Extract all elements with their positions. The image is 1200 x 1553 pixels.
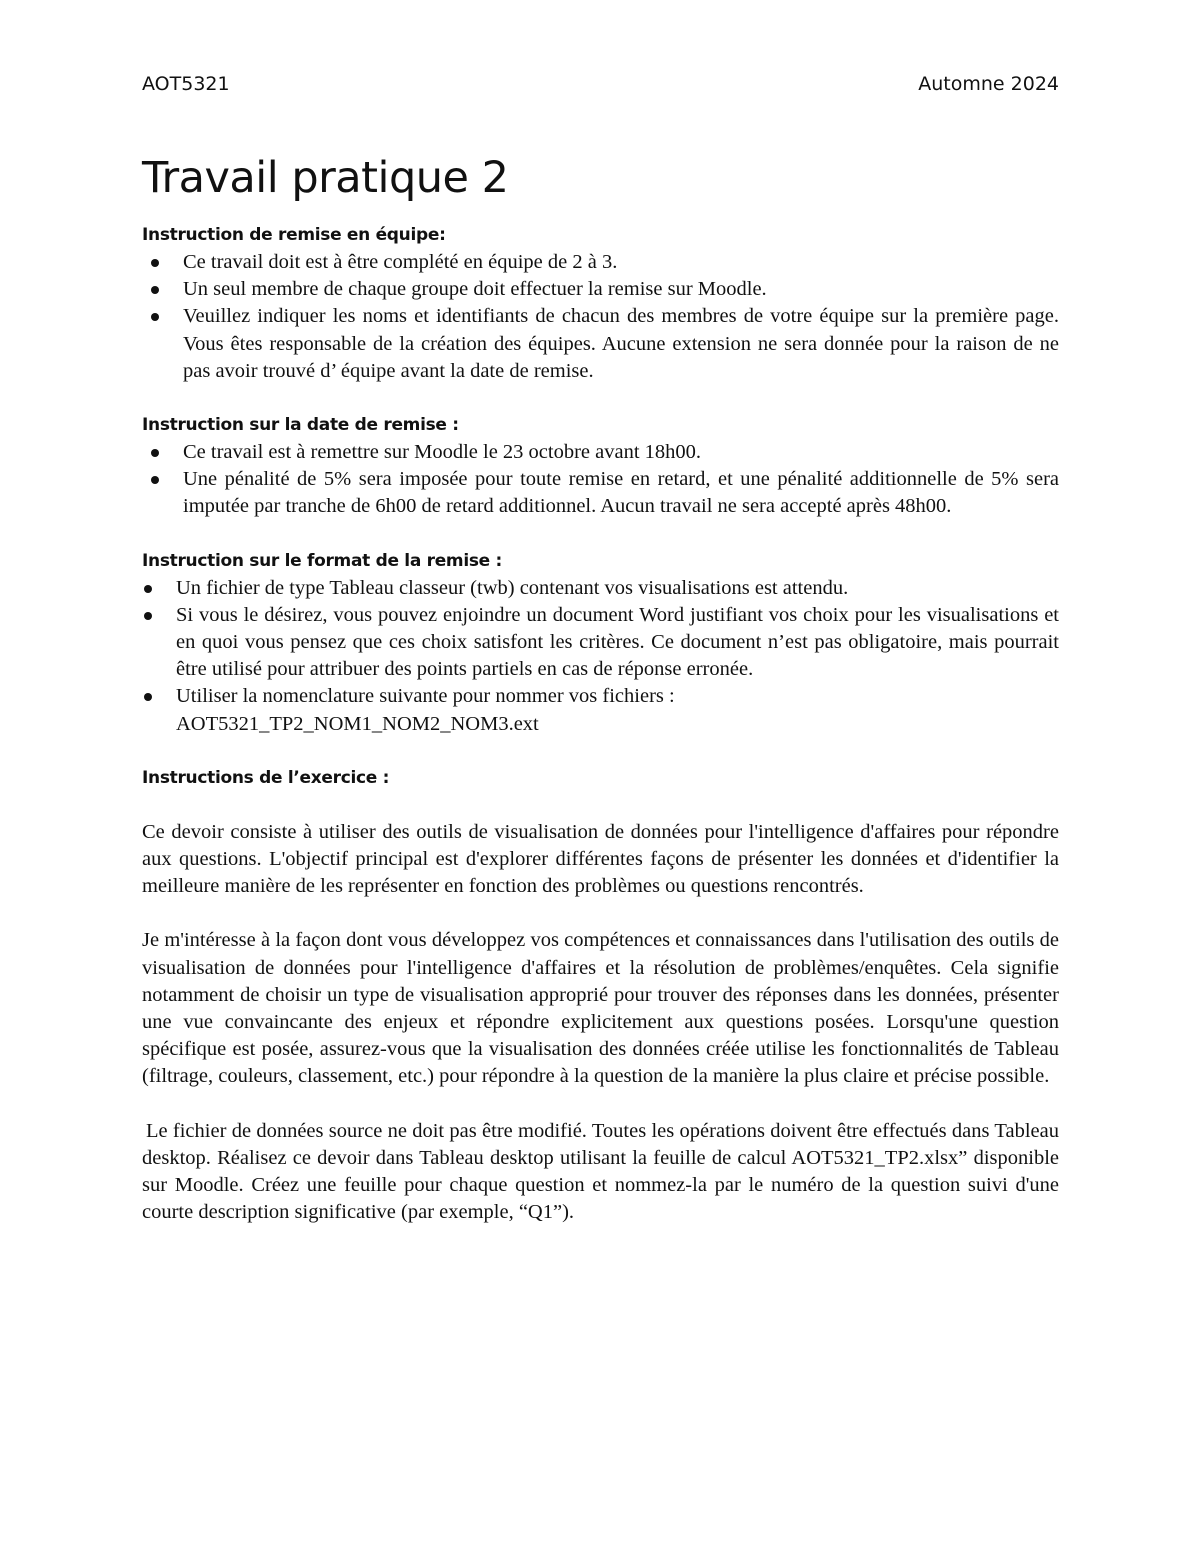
bullet-icon [151,476,159,484]
paragraph: Ce devoir consiste à utiliser des outils de visualisation de données pour l'intelligence d'affaires pour répondre aux questions. L'objectif principal est d'explorer différentes façons de présenter les données et d'identifier la meilleure manière de les représenter en fonction des problèmes ou questions rencontrés. [142,820,1059,898]
list-item [142,683,1059,737]
section-due-date [142,412,1059,521]
list-item-text: Veuillez indiquer les noms et identifiants de chacun des membres de votre équipe sur la première page. Vous êtes responsable de la création des équipes. Aucune extension ne sera donnée pour la raison de ne pas avoir trouvé d’ équipe avant la date de remise. [183,305,1059,382]
course-code: AOT5321 [142,73,230,95]
list-item-text: Une pénalité de 5% sera imposée pour toute remise en retard, et une pénalité additionnelle de 5% sera imputée par tranche de 6h00 de retard additionnel. Aucun travail ne sera accepté après 48h00. [183,468,1059,518]
bullet-icon [144,612,152,620]
bullet-list [142,439,1059,521]
filename-pattern: AOT5321_TP2_NOM1_NOM2_NOM3.ext [176,712,539,735]
section-exercise-instructions [142,765,1059,1227]
document-title: Travail pratique 2 [142,153,509,203]
section-heading: Instruction sur la date de remise : [142,415,459,436]
bullet-icon [151,449,159,457]
section-heading: Instruction de remise en équipe: [142,225,446,245]
section-heading: Instructions de l’exercice : [142,767,390,788]
semester: Automne 2024 [918,73,1059,95]
paragraph: Le fichier de données source ne doit pas être modifié. Toutes les opérations doivent être effectués dans Tableau desktop. Réalisez ce devoir dans Tableau desktop utilisant la feuille de calcul AOT5321_TP2.xlsx” disponible sur Moodle. Créez une feuille pour chaque question et nommez-la par le numéro de la question suivi d'une courte description significative (par exemple, “Q1”). [142,1119,1059,1224]
paragraph: Je m'intéresse à la façon dont vous développez vos compétences et connaissances dans l'utilisation des outils de visualisation de données pour l'intelligence d'affaires et la résolution de problèmes/enquêtes. Cela signifie notamment de choisir un type de visualisation approprié pour trouver des réponses dans les données, présenter une vue convaincante des enjeux et répondre explicitement aux questions posées. Lorsqu'une question spécifique est posée, assurez-vous que la visualisation des données créée utilise les fonctionnalités de Tableau (filtrage, couleurs, classement, etc.) pour répondre à la question de la manière la plus claire et précise possible. [142,929,1059,1088]
bullet-list [142,575,1059,738]
list-item-text: Un seul membre de chaque groupe doit effectuer la remise sur Moodle. [183,278,767,301]
list-item [142,466,1059,520]
bullet-icon [151,286,159,294]
document-page [142,68,1059,1226]
bullet-icon [151,259,159,267]
list-item [142,439,1059,466]
section-submission-format [142,548,1059,738]
bullet-list [142,249,1059,385]
list-item [142,276,1059,303]
list-item-text: Utiliser la nomenclature suivante pour nommer vos fichiers : [176,685,675,708]
list-item-text: Si vous le désirez, vous pouvez enjoindre un document Word justifiant vos choix pour les visualisations et en quoi vous pensez que ces choix satisfont les critères. Ce document n’est pas obligatoire, mais pourrait être utilisé pour attribuer des points partiels en cas de réponse erronée. [176,603,1059,681]
list-item [142,303,1059,385]
page-header [142,68,1059,100]
list-item [142,575,1059,602]
section-team-submission [142,222,1059,385]
bullet-icon [144,585,152,593]
list-item-text: Ce travail est à remettre sur Moodle le 23 octobre avant 18h00. [183,441,702,464]
list-item [142,249,1059,276]
section-heading: Instruction sur le format de la remise : [142,550,503,571]
bullet-icon [151,313,159,321]
list-item-text: Ce travail doit est à être complété en équipe de 2 à 3. [183,251,618,273]
list-item [142,602,1059,684]
bullet-icon [144,693,152,701]
list-item-text: Un fichier de type Tableau classeur (twb) contenant vos visualisations est attendu. [176,576,849,599]
